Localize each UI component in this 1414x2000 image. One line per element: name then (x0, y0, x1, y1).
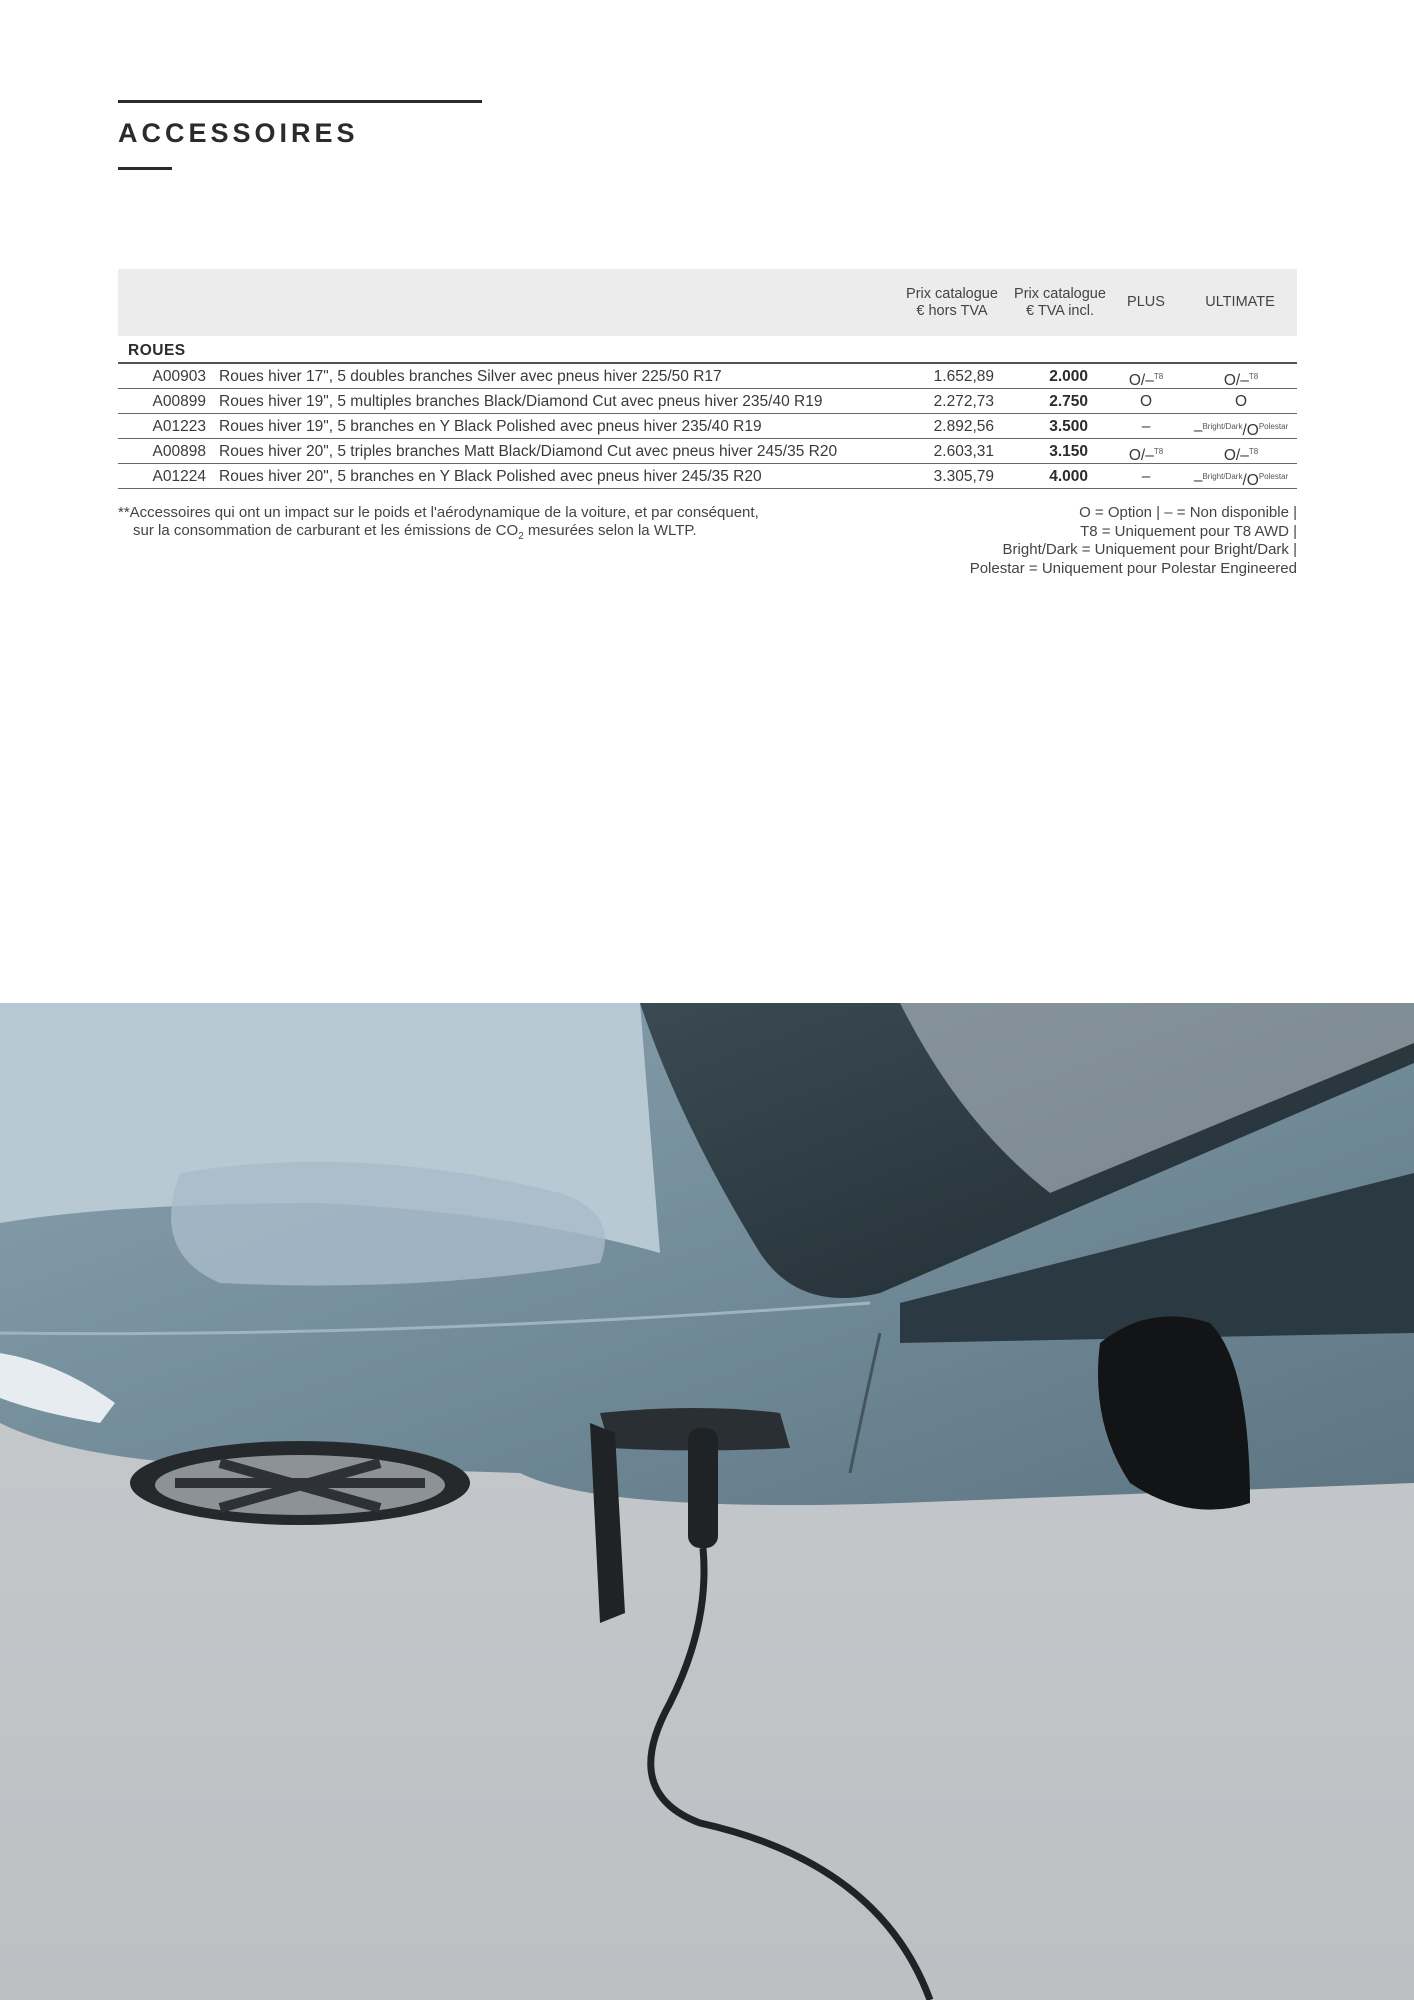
price-incl-vat: 3.500 (1049, 418, 1088, 435)
availability-value: /O (1242, 422, 1259, 439)
price-excl-vat: 3.305,79 (933, 468, 994, 485)
price-incl-vat: 3.150 (1049, 443, 1088, 460)
header-plus: PLUS (1127, 294, 1165, 310)
availability-value: – (1193, 472, 1203, 489)
table-row (118, 414, 1297, 439)
price-excl-vat: 2.603,31 (933, 443, 994, 460)
article-description: Roues hiver 17", 5 doubles branches Silver avec pneus hiver 225/50 R17 (219, 368, 722, 385)
article-description: Roues hiver 20", 5 triples branches Matt Black/Diamond Cut avec pneus hiver 245/35 R20 (219, 443, 838, 460)
header-price-incl-vat: Prix catalogue € TVA incl. (1014, 285, 1106, 319)
availability-plus (1114, 464, 1178, 488)
availability-value: – (1193, 422, 1203, 439)
availability-ultimate (1184, 439, 1298, 463)
availability-note: T8 (1248, 372, 1259, 381)
article-description: Roues hiver 19", 5 multiples branches Black/Diamond Cut avec pneus hiver 235/40 R19 (219, 393, 823, 410)
title-underline (118, 167, 172, 170)
availability-value: O/– (1128, 372, 1154, 389)
title-top-rule (118, 100, 482, 103)
availability-note: Bright/Dark (1202, 422, 1243, 431)
car-charging-photo (0, 1003, 1414, 2000)
price-incl-vat: 2.750 (1049, 393, 1088, 410)
availability-value: O/– (1223, 372, 1249, 389)
page-title: ACCESSOIRES (118, 118, 359, 148)
price-incl-vat: 4.000 (1049, 468, 1088, 485)
availability-ultimate (1184, 389, 1298, 413)
article-code: A01224 (152, 468, 206, 485)
availability-note: T8 (1153, 372, 1164, 381)
availability-note: Polestar (1258, 422, 1289, 431)
availability-note: T8 (1248, 447, 1259, 456)
accessories-table (118, 269, 1297, 489)
availability-note: T8 (1153, 447, 1164, 456)
legend-line-4: Polestar = Uniquement pour Polestar Engineered (969, 559, 1297, 577)
footnote-line-1: **Accessoires qui ont un impact sur le poids et l'aérodynamique de la voiture, et par conséquent, (118, 504, 759, 521)
article-code: A00898 (152, 443, 206, 460)
availability-value: O/– (1223, 447, 1249, 464)
availability-value: – (1141, 418, 1151, 435)
footnote-line-2: sur la consommation de carburant et les émissions de $CO_2$ mesurées selon la WLTP. (133, 522, 697, 542)
legend-line-1: O = Option | – = Non disponible | (1079, 504, 1297, 521)
header-ultimate: ULTIMATE (1205, 294, 1275, 310)
footnote (118, 504, 759, 546)
header-price-excl-vat: Prix catalogue € hors TVA (906, 285, 998, 319)
price-excl-vat: 1.652,89 (933, 368, 994, 385)
table-body (118, 364, 1297, 489)
availability-value: O (1234, 393, 1248, 410)
article-code: A01223 (152, 418, 206, 435)
article-description: Roues hiver 20", 5 branches en Y Black Polished avec pneus hiver 245/35 R20 (219, 468, 762, 485)
availability-value: /O (1242, 472, 1259, 489)
price-excl-vat: 2.272,73 (933, 393, 994, 410)
table-row (118, 439, 1297, 464)
legend-line-3: Bright/Dark = Uniquement pour Bright/Dark | (1002, 541, 1297, 558)
table-row (118, 464, 1297, 489)
availability-value: O (1139, 393, 1153, 410)
availability-ultimate (1184, 364, 1298, 388)
legend (970, 504, 1297, 578)
availability-ultimate (1184, 464, 1298, 488)
table-header (118, 269, 1297, 336)
price-incl-vat: 2.000 (1049, 368, 1088, 385)
article-description: Roues hiver 19", 5 branches en Y Black Polished avec pneus hiver 235/40 R19 (219, 418, 762, 435)
availability-plus (1114, 439, 1178, 463)
section-heading-roues: ROUES (118, 336, 1297, 364)
article-code: A00899 (152, 393, 206, 410)
availability-value: – (1141, 468, 1151, 485)
article-code: A00903 (152, 368, 206, 385)
availability-value: O/– (1128, 447, 1154, 464)
availability-ultimate (1184, 414, 1298, 438)
legend-line-2: T8 = Uniquement pour T8 AWD | (1080, 522, 1297, 540)
table-row (118, 364, 1297, 389)
availability-plus (1114, 389, 1178, 413)
table-row (118, 389, 1297, 414)
availability-plus (1114, 414, 1178, 438)
availability-plus (1114, 364, 1178, 388)
availability-note: Bright/Dark (1202, 472, 1243, 481)
price-excl-vat: 2.892,56 (933, 418, 994, 435)
availability-note: Polestar (1258, 472, 1289, 481)
